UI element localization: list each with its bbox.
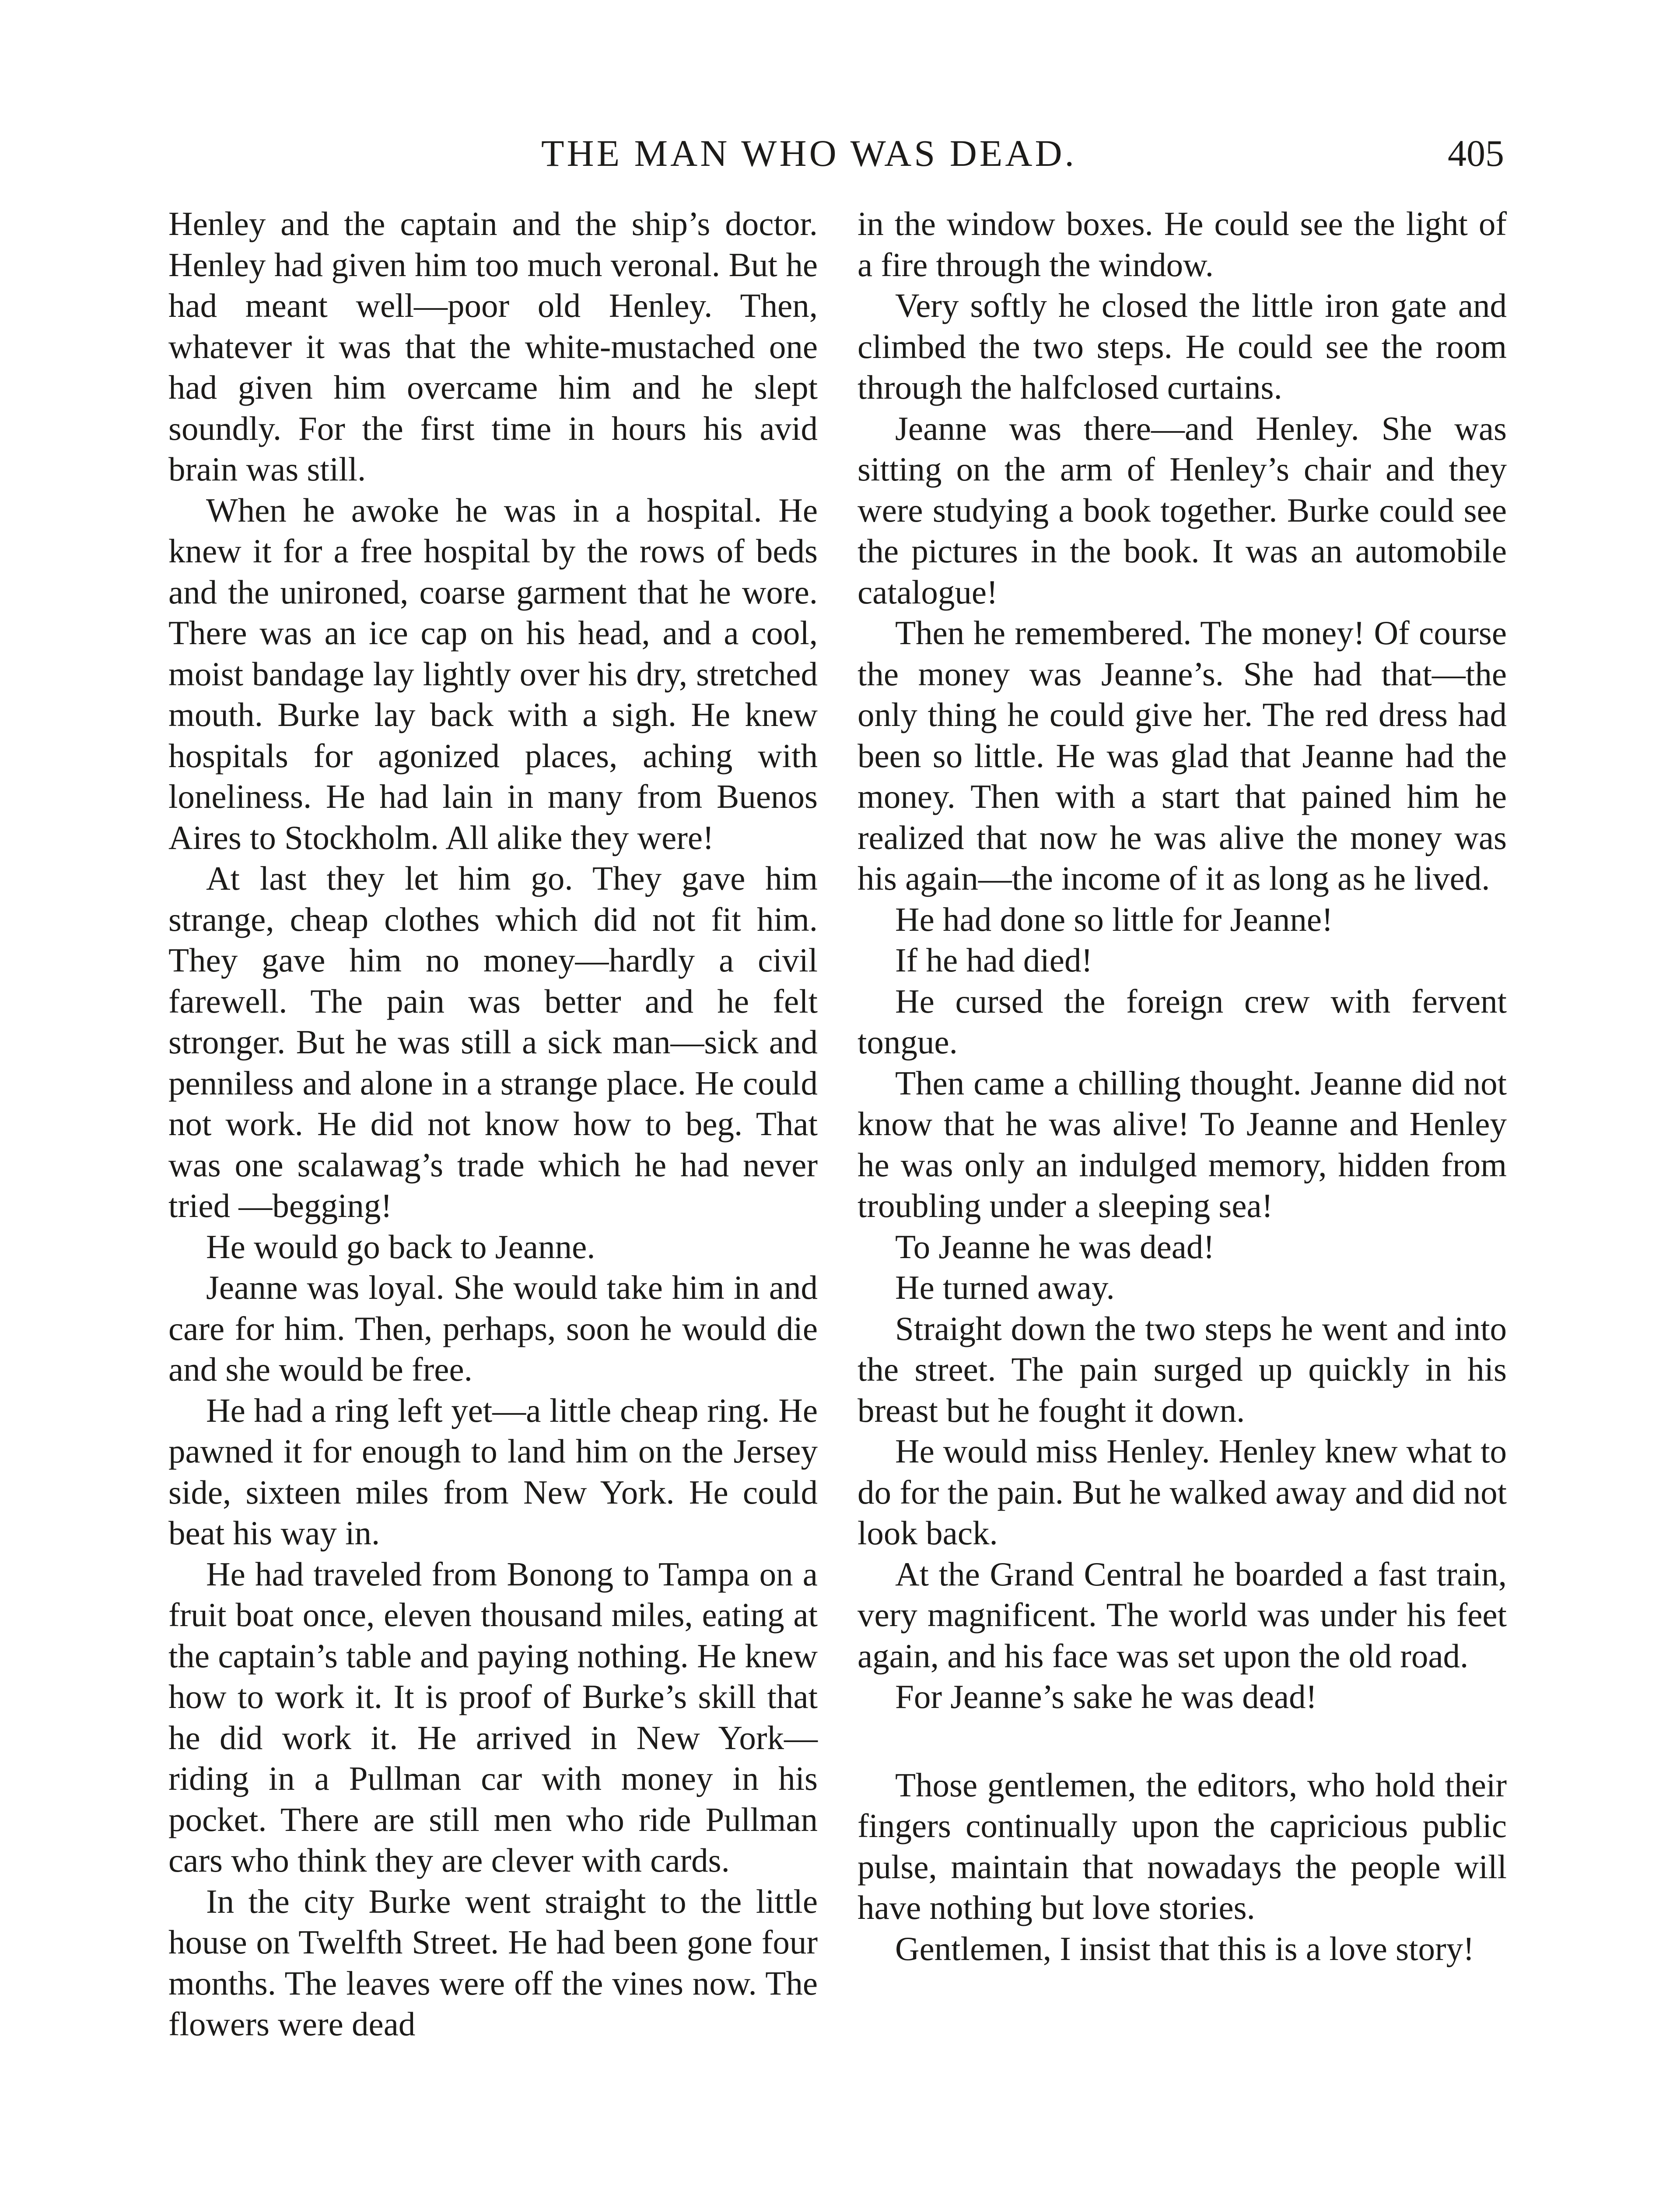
- left-column: [168, 203, 818, 2045]
- paragraph: Then he remembered. The money! Of course the money was Jeanne’s. She had that—the only thing he could give her. The red dress had been so little. He was glad that Jeanne had the money. Then with a start that pained him he realized that now he was alive the money was his again—the income of it as long as he lived.: [858, 614, 1507, 897]
- closing-paragraph: Those gentlemen, the editors, who hold their fingers continually upon the capricious public pulse, maintain that nowadays the people will have nothing but love stories.: [858, 1766, 1507, 1926]
- paragraph: Jeanne was there—and Henley. She was sitting on the arm of Henley’s chair and they were studying a book together. Burke could see the pictures in the book. It was an automobile catalogue!: [858, 409, 1507, 611]
- paragraph: Jeanne was loyal. She would take him in and care for him. Then, perhaps, soon he would die and she would be free.: [168, 1269, 818, 1388]
- paragraph: He had done so little for Jeanne!: [895, 900, 1333, 938]
- page-number: 405: [1448, 132, 1504, 174]
- paragraph: Then came a chilling thought. Jeanne did not know that he was alive! To Jeanne and Henley he was only an indulged memory, hidden from troubling under a sleeping sea!: [858, 1064, 1507, 1224]
- right-column: [858, 203, 1507, 1969]
- paragraph: Very softly he closed the little iron gate and climbed the two steps. He could see the room through the halfclosed curtains.: [858, 287, 1507, 406]
- paragraph: At last they let him go. They gave him strange, cheap clothes which did not fit him. They gave him no money—hardly a civil farewell. The pain was better and he felt stronger. But he was still a sick man—sick and penniless and alone in a strange place. He could not work. He did not know how to beg. That was one scalawag’s trade which he had never tried —begging!: [168, 859, 818, 1224]
- paragraph: When he awoke he was in a hospital. He knew it for a free hospital by the rows of beds and the unironed, coarse garment that he wore. There was an ice cap on his head, and a cool, moist bandage lay lightly over his dry, stretched mouth. Burke lay back with a sigh. He knew hospitals for agonized places, aching with loneliness. He had lain in many from Buenos Aires to Stockholm. All alike they were!: [168, 491, 818, 856]
- paragraph: In the city Burke went straight to the little house on Twelfth Street. He had been gone four months. The leaves were off the vines now. The flowers were dead: [168, 1882, 818, 2043]
- paragraph: Henley and the captain and the ship’s doctor. Henley had given him too much veronal. But he had meant well—poor old Henley. Then, whatever it was that the white-mustached one had given him overcame him and he slept soundly. For the first time in hours his avid brain was still.: [168, 205, 818, 488]
- paragraph: If he had died!: [895, 941, 1093, 979]
- paragraph: At the Grand Central he boarded a fast train, very magnificent. The world was under his feet again, and his face was set upon the old road.: [858, 1555, 1507, 1675]
- paragraph: For Jeanne’s sake he was dead!: [895, 1678, 1317, 1715]
- paragraph: He turned away.: [895, 1269, 1115, 1306]
- paragraph: He would go back to Jeanne.: [206, 1227, 595, 1266]
- paragraph: He had traveled from Bonong to Tampa on a fruit boat once, eleven thousand miles, eating at the captain’s table and paying nothing. He knew how to work it. It is proof of Burke’s skill that he did work it. He arrived in New York— riding in a Pullman car with money in his pocket. There are still men who ride Pullman cars who think they are clever with cards.: [168, 1555, 818, 1879]
- paragraph: in the window boxes. He could see the light of a fire through the window.: [858, 205, 1507, 284]
- running-title: THE MAN WHO WAS DEAD.: [541, 132, 1077, 174]
- paragraph: To Jeanne he was dead!: [895, 1227, 1215, 1266]
- paragraph: He had a ring left yet—a little cheap ring. He pawned it for enough to land him on the Jersey side, sixteen miles from New York. He could beat his way in.: [168, 1391, 818, 1552]
- paragraph: Straight down the two steps he went and into the street. The pain surged up quickly in his breast but he fought it down.: [858, 1309, 1507, 1429]
- paragraph: He cursed the foreign crew with fervent tongue.: [858, 982, 1507, 1061]
- section-break: [858, 1718, 1507, 1765]
- paragraph: He would miss Henley. Henley knew what to do for the pain. But he walked away and did not look back.: [858, 1432, 1507, 1552]
- closing-paragraph: Gentlemen, I insist that this is a love story!: [895, 1929, 1474, 1967]
